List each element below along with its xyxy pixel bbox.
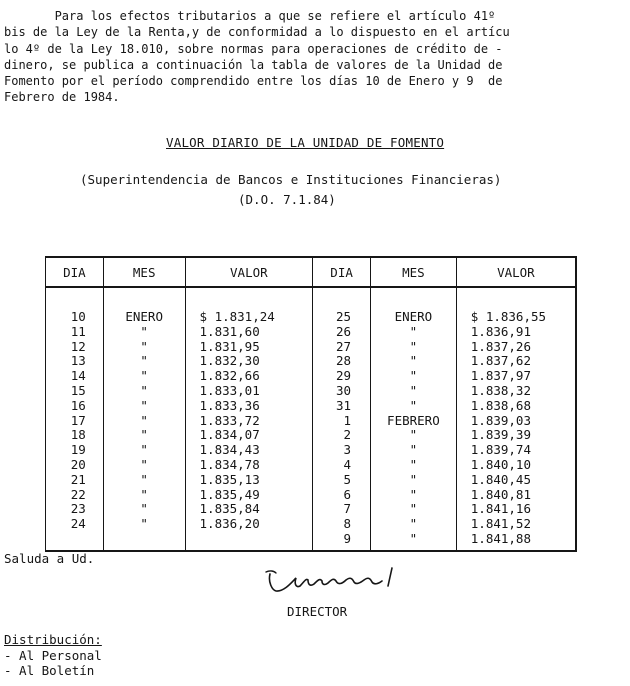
- value-cell: 1.835,13: [185, 473, 313, 488]
- header-valor: VALOR: [456, 257, 576, 287]
- value-cell: 1.834,43: [185, 443, 313, 458]
- value-cell: 1.832,30: [185, 354, 313, 369]
- day-cell: 8: [313, 517, 371, 532]
- table-row: [46, 414, 577, 429]
- day-cell: 4: [313, 458, 371, 473]
- value-cell: 1.831,60: [185, 325, 313, 340]
- month-cell: ": [103, 428, 185, 443]
- month-cell: ": [103, 340, 185, 355]
- value-cell: [185, 532, 313, 551]
- month-cell: ENERO: [103, 310, 185, 325]
- day-cell: 21: [46, 473, 104, 488]
- value-cell: 1.835,84: [185, 502, 313, 517]
- month-cell: ": [103, 384, 185, 399]
- document-title: VALOR DIARIO DE LA UNIDAD DE FOMENTO: [166, 135, 445, 150]
- day-cell: 1: [313, 414, 371, 429]
- table-row: [46, 325, 577, 340]
- table-row: [46, 502, 577, 517]
- table-row: [46, 488, 577, 503]
- month-cell: ": [103, 443, 185, 458]
- table-row: [46, 532, 577, 551]
- day-cell: 2: [313, 428, 371, 443]
- header-dia: DIA: [313, 257, 371, 287]
- day-cell: 14: [46, 369, 104, 384]
- distribution-heading: Distribución:: [4, 632, 102, 647]
- day-cell: 10: [46, 310, 104, 325]
- month-cell: ": [371, 428, 457, 443]
- month-cell: ": [371, 488, 457, 503]
- day-cell: 18: [46, 428, 104, 443]
- value-cell: 1.840,10: [456, 458, 576, 473]
- month-cell: ": [371, 354, 457, 369]
- value-cell: 1.837,62: [456, 354, 576, 369]
- month-cell: ": [371, 384, 457, 399]
- month-cell: ": [371, 340, 457, 355]
- value-cell: 1.835,49: [185, 488, 313, 503]
- month-cell: ": [371, 532, 457, 551]
- day-cell: 31: [313, 399, 371, 414]
- month-cell: ": [103, 473, 185, 488]
- month-cell: [103, 532, 185, 551]
- month-cell: ": [371, 473, 457, 488]
- value-cell: 1.839,03: [456, 414, 576, 429]
- signatory-title: DIRECTOR: [287, 604, 348, 619]
- day-cell: 20: [46, 458, 104, 473]
- header-valor: VALOR: [185, 257, 313, 287]
- table-row: [46, 369, 577, 384]
- month-cell: ": [371, 517, 457, 532]
- value-cell: 1.834,07: [185, 428, 313, 443]
- intro-line: Febrero de 1984.: [4, 90, 120, 105]
- publication-line: (D.O. 7.1.84): [238, 192, 336, 207]
- month-cell: ": [371, 325, 457, 340]
- month-cell: ": [371, 399, 457, 414]
- header-mes: MES: [371, 257, 457, 287]
- table-row: [46, 340, 577, 355]
- source-line: (Superintendencia de Bancos e Instituciones Financieras): [80, 172, 502, 187]
- value-cell: 1.837,26: [456, 340, 576, 355]
- value-cell: 1.833,01: [185, 384, 313, 399]
- table-row: [46, 310, 577, 325]
- month-cell: ": [103, 458, 185, 473]
- value-cell: 1.840,45: [456, 473, 576, 488]
- month-cell: ": [103, 399, 185, 414]
- month-cell: ": [371, 443, 457, 458]
- value-cell: 1.836,20: [185, 517, 313, 532]
- value-cell: 1.833,36: [185, 399, 313, 414]
- day-cell: 26: [313, 325, 371, 340]
- day-cell: 27: [313, 340, 371, 355]
- day-cell: 9: [313, 532, 371, 551]
- table-row: [46, 458, 577, 473]
- intro-line: dinero, se publica a continuación la tabla de valores de la Unidad de: [4, 57, 503, 72]
- value-cell: 1.838,32: [456, 384, 576, 399]
- day-cell: 17: [46, 414, 104, 429]
- intro-line: Fomento por el período comprendido entre los días 10 de Enero y 9 de: [4, 74, 503, 89]
- intro-line: Para los efectos tributarios a que se refiere el artículo 41º: [4, 9, 496, 23]
- month-cell: FEBRERO: [371, 414, 457, 429]
- table-row: [46, 428, 577, 443]
- value-cell: 1.832,66: [185, 369, 313, 384]
- month-cell: ": [103, 502, 185, 517]
- table-row: [46, 384, 577, 399]
- month-cell: ": [103, 369, 185, 384]
- value-cell: $ 1.831,24: [185, 310, 313, 325]
- table-row: [46, 354, 577, 369]
- value-cell: 1.841,52: [456, 517, 576, 532]
- value-cell: 1.834,78: [185, 458, 313, 473]
- day-cell: 19: [46, 443, 104, 458]
- table-row: [46, 517, 577, 532]
- month-cell: ": [371, 369, 457, 384]
- intro-line: lo 4º de la Ley 18.010, sobre normas para operaciones de crédito de -: [4, 41, 503, 56]
- month-cell: ": [103, 517, 185, 532]
- value-cell: 1.839,39: [456, 428, 576, 443]
- day-cell: 5: [313, 473, 371, 488]
- month-cell: ": [103, 414, 185, 429]
- table-header-row: [46, 257, 577, 287]
- table-row: [46, 443, 577, 458]
- day-cell: 22: [46, 488, 104, 503]
- day-cell: [46, 532, 104, 551]
- month-cell: ": [103, 488, 185, 503]
- day-cell: 11: [46, 325, 104, 340]
- value-cell: 1.841,88: [456, 532, 576, 551]
- day-cell: 15: [46, 384, 104, 399]
- month-cell: ": [103, 325, 185, 340]
- value-cell: 1.836,91: [456, 325, 576, 340]
- intro-line: bis de la Ley de la Renta,y de conformidad a lo dispuesto en el artícu: [4, 25, 510, 40]
- day-cell: 30: [313, 384, 371, 399]
- value-cell: 1.838,68: [456, 399, 576, 414]
- header-dia: DIA: [46, 257, 104, 287]
- value-cell: 1.841,16: [456, 502, 576, 517]
- month-cell: ": [371, 458, 457, 473]
- day-cell: 12: [46, 340, 104, 355]
- day-cell: 3: [313, 443, 371, 458]
- value-cell: 1.837,97: [456, 369, 576, 384]
- value-cell: 1.833,72: [185, 414, 313, 429]
- distribution-item: - Al Personal: [4, 648, 102, 663]
- day-cell: 23: [46, 502, 104, 517]
- value-cell: 1.840,81: [456, 488, 576, 503]
- table-row: [46, 399, 577, 414]
- day-cell: 29: [313, 369, 371, 384]
- intro-paragraph: [4, 8, 624, 106]
- distribution-item: - Al Boletín: [4, 663, 95, 678]
- month-cell: ": [103, 354, 185, 369]
- day-cell: 25: [313, 310, 371, 325]
- month-cell: ": [371, 502, 457, 517]
- uf-values-table: [45, 256, 577, 552]
- value-cell: 1.839,74: [456, 443, 576, 458]
- signature-image: [262, 560, 422, 600]
- header-mes: MES: [103, 257, 185, 287]
- value-cell: $ 1.836,55: [456, 310, 576, 325]
- month-cell: ENERO: [371, 310, 457, 325]
- day-cell: 7: [313, 502, 371, 517]
- day-cell: 28: [313, 354, 371, 369]
- closing-text: Saluda a Ud.: [4, 551, 95, 566]
- value-cell: 1.831,95: [185, 340, 313, 355]
- day-cell: 6: [313, 488, 371, 503]
- day-cell: 16: [46, 399, 104, 414]
- day-cell: 24: [46, 517, 104, 532]
- table-row: [46, 473, 577, 488]
- day-cell: 13: [46, 354, 104, 369]
